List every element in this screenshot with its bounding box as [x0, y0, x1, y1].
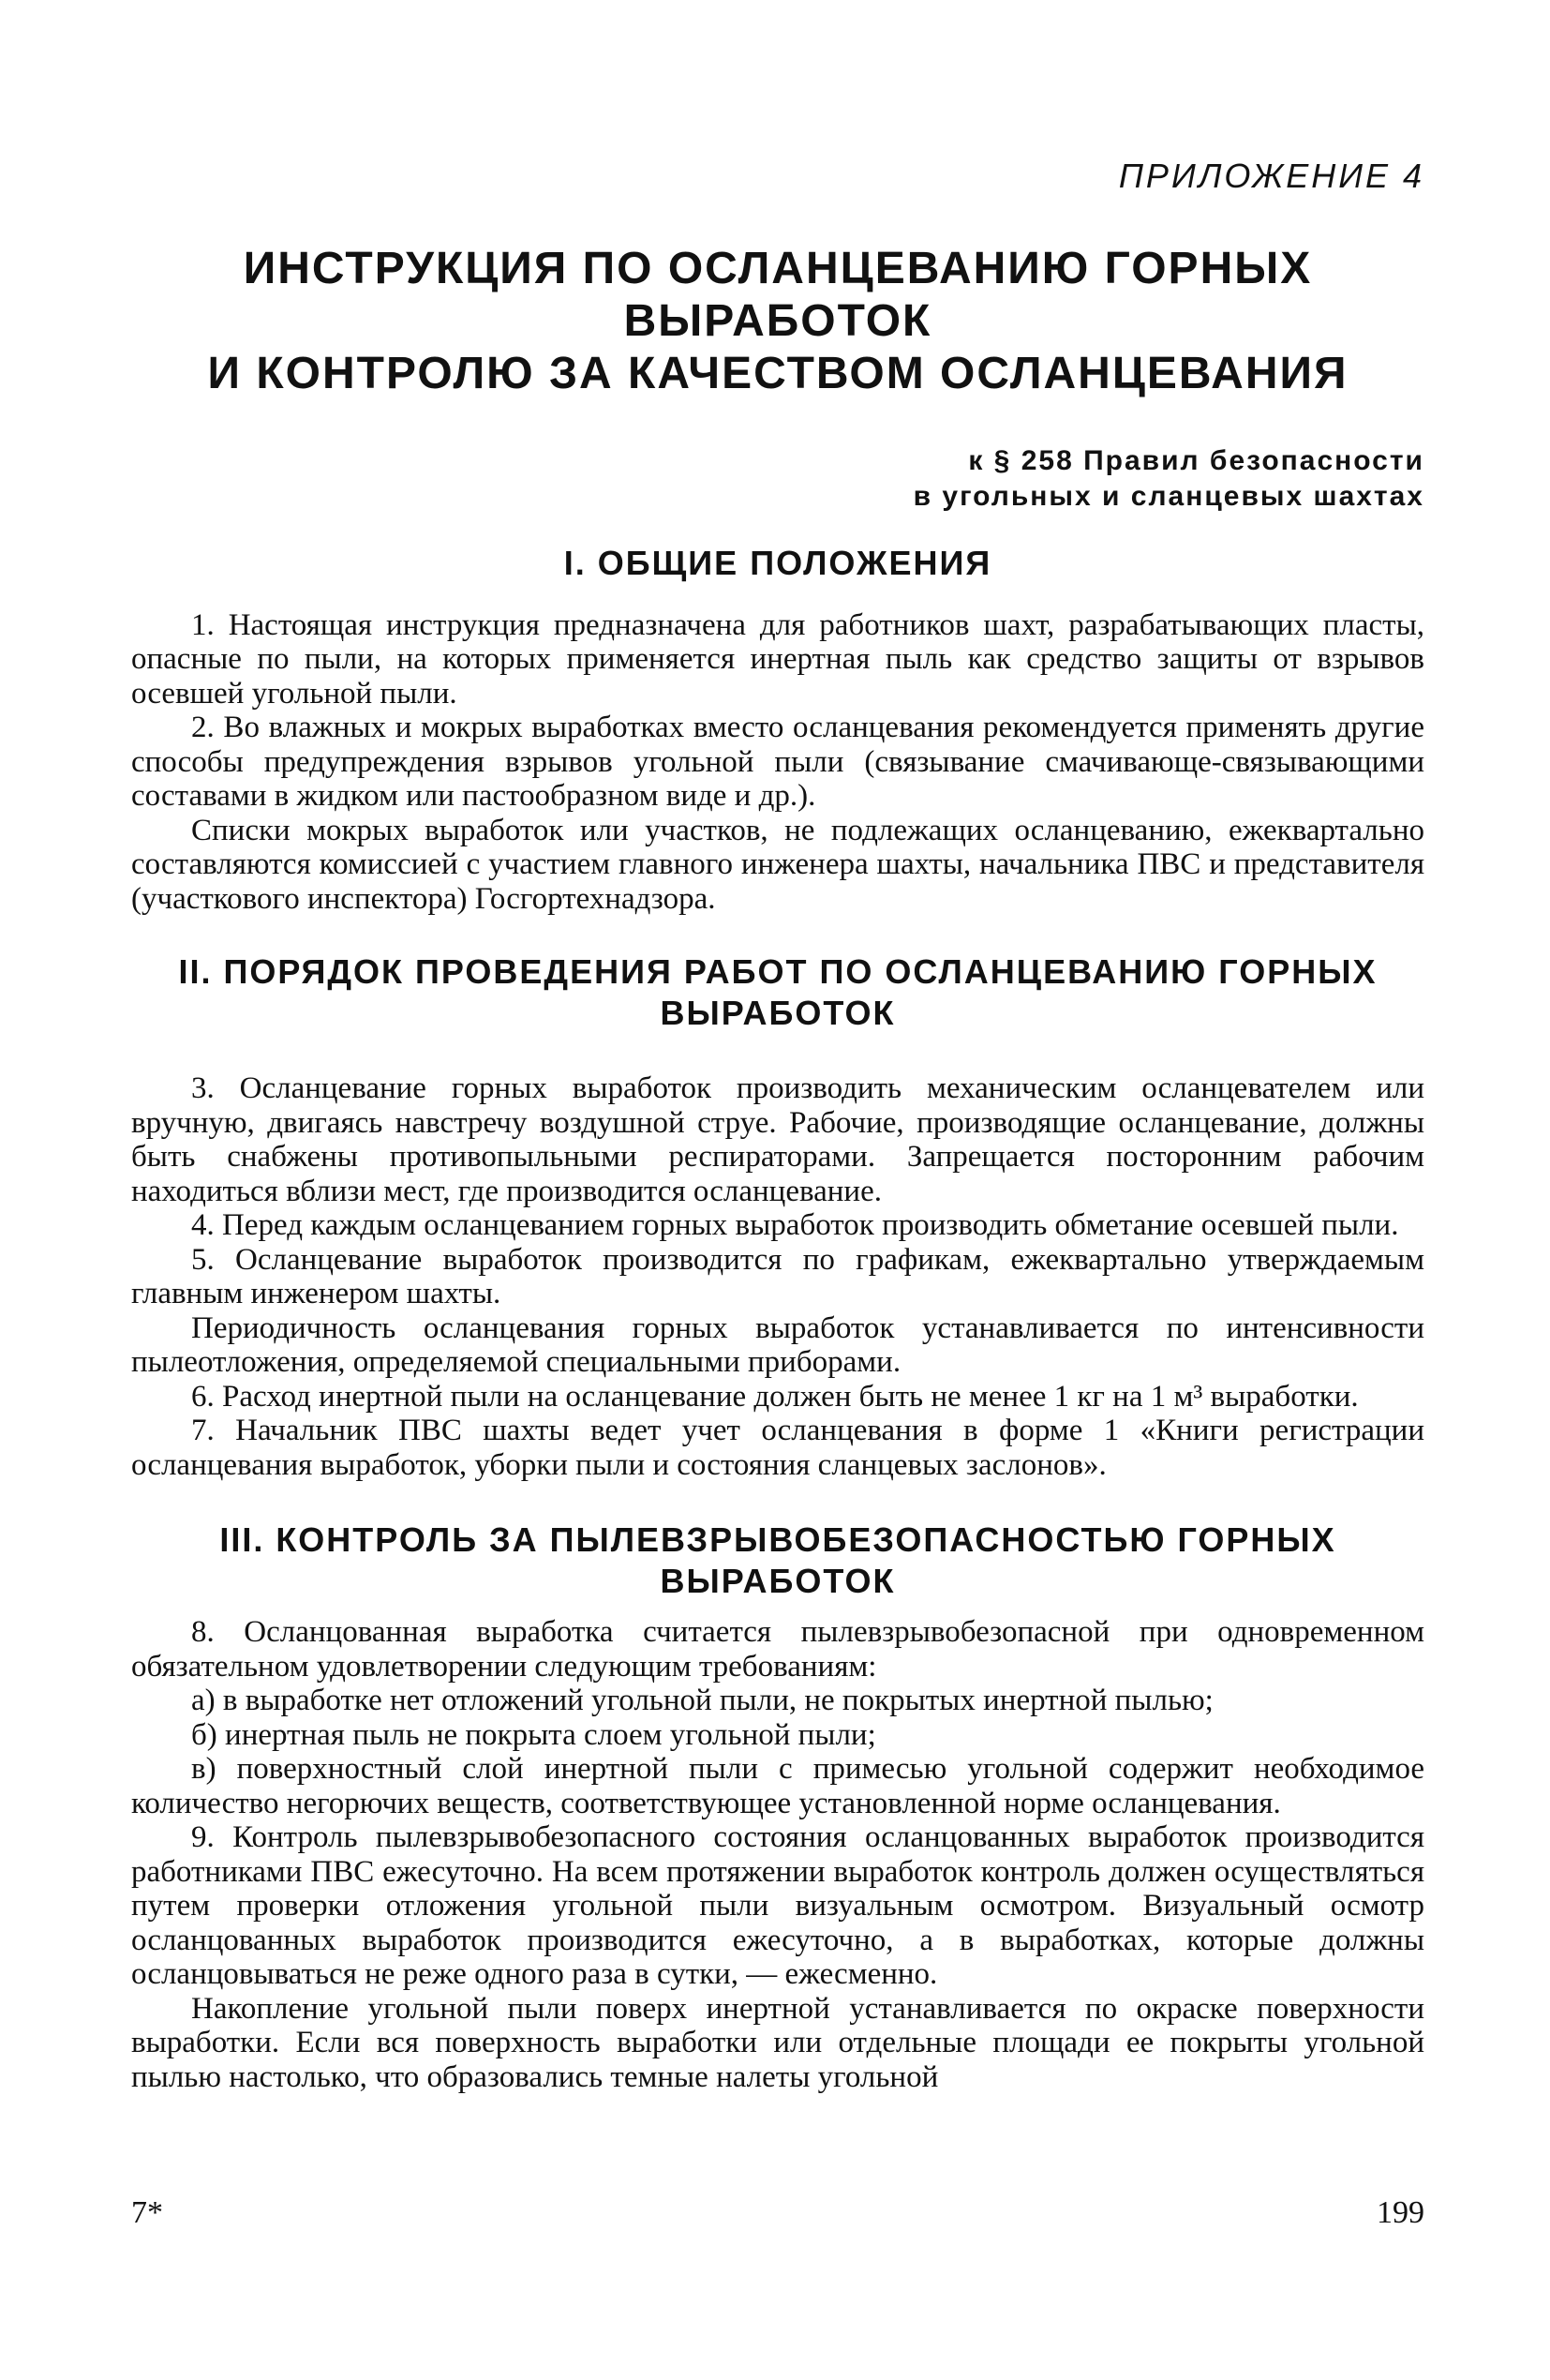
paragraph-3-6: Накопление угольной пыли поверх инертной устанавливается по окраске поверхности выработки. Если вся поверхность выработки или отдельные площади ее покрыты угольной пылью настолько, что образовались темные налеты угольной: [131, 1991, 1424, 2094]
title-line-2: И КОНТРОЛЮ ЗА КАЧЕСТВОМ ОСЛАНЦЕВАНИЯ: [207, 348, 1349, 398]
section-1-title: I. ОБЩИЕ ПОЛОЖЕНИЯ: [563, 543, 992, 582]
appendix-label: ПРИЛОЖЕНИЕ 4: [1118, 157, 1424, 195]
paragraph-3-3: б) инертная пыль не покрыта слоем угольной пыли;: [191, 1717, 876, 1752]
document-title: [131, 243, 1424, 400]
title-line-1: ИНСТРУКЦИЯ ПО ОСЛАНЦЕВАНИЮ ГОРНЫХ ВЫРАБОТОК: [243, 243, 1313, 346]
section-2-title: II. ПОРЯДОК ПРОВЕДЕНИЯ РАБОТ ПО ОСЛАНЦЕВАНИЮ ГОРНЫХ ВЫРАБОТОК: [178, 952, 1378, 1032]
paragraph-1-1: 1. Настоящая инструкция предназначена для работников шахт, разрабатывающих пласты, опасные по пыли, на которых применяется инертная пыль как средство защиты от взрывов осевшей угольной пыли.: [131, 607, 1424, 711]
paragraph-3-4: в) поверхностный слой инертной пыли с примесью угольной содержит необходимое количество негорючих веществ, соответствующее установленной норме осланцевания.: [131, 1752, 1424, 1820]
section-3-title: III. КОНТРОЛЬ ЗА ПЫЛЕВЗРЫВОБЕЗОПАСНОСТЬЮ ГОРНЫХ ВЫРАБОТОК: [219, 1520, 1336, 1600]
paragraph-2-1: 3. Осланцевание горных выработок производить механическим осланцевателем или вручную, двигаясь навстречу воздушной струе. Рабочие, производящие осланцевание, должны быть снабжены противопыльными респираторами. Запрещается посторонним рабочим находиться вблизи мест, где производится осланцевание.: [131, 1071, 1424, 1208]
paragraph-3-5: 9. Контроль пылевзрывобезопасного состояния осланцованных выработок производится работниками ПВС ежесуточно. На всем протяжении выработок контроль должен осуществляться путем проверки отложения угольной пыли визуальным осмотром. Визуальный осмотр осланцованных выработок производится ежесуточно, а в выработках, которые должны осланцовываться не реже одного раза в сутки, — ежесменно.: [131, 1820, 1424, 1991]
paragraph-1-3: Списки мокрых выработок или участков, не подлежащих осланцеванию, ежеквартально составляются комиссией с участием главного инженера шахты, начальника ПВС и представителя (участкового инспектора) Госгортехнадзора.: [131, 813, 1424, 916]
reference-line-2: в угольных и сланцевых шахтах: [913, 480, 1424, 512]
rule-reference: [131, 443, 1424, 515]
paragraph-2-2: 4. Перед каждым осланцеванием горных выработок производить обметание осевшей пыли.: [191, 1208, 1399, 1242]
paragraph-2-6: 7. Начальник ПВС шахты ведет учет осланцевания в форме 1 «Книги регистрации осланцевания выработок, уборки пыли и состояния сланцевых заслонов».: [131, 1414, 1424, 1482]
paragraph-1-2: 2. Во влажных и мокрых выработках вместо осланцевания рекомендуется применять другие способы предупреждения взрывов угольной пыли (связывание смачивающе-связывающими составами в жидком или пастообразном виде и др.).: [131, 711, 1424, 813]
paragraph-2-4: Периодичность осланцевания горных выработок устанавливается по интенсивности пылеотложения, определяемой специальными приборами.: [131, 1310, 1424, 1379]
signature-mark: 7*: [131, 2195, 163, 2230]
page-number: 199: [1377, 2195, 1424, 2230]
paragraph-2-5: 6. Расход инертной пыли на осланцевание должен быть не менее 1 кг на 1 м³ выработки.: [191, 1379, 1359, 1414]
page-footer: [131, 2195, 1424, 2231]
reference-line-1: к § 258 Правил безопасности: [968, 444, 1424, 476]
paragraph-2-3: 5. Осланцевание выработок производится по графикам, ежеквартально утверждаемым главным инженером шахты.: [131, 1242, 1424, 1310]
document-page: [131, 159, 1424, 2094]
paragraph-3-2: а) в выработке нет отложений угольной пыли, не покрытых инертной пылью;: [191, 1684, 1214, 1717]
paragraph-3-1: 8. Осланцованная выработка считается пылевзрывобезопасной при одновременном обязательном удовлетворении следующим требованиям:: [131, 1615, 1424, 1684]
